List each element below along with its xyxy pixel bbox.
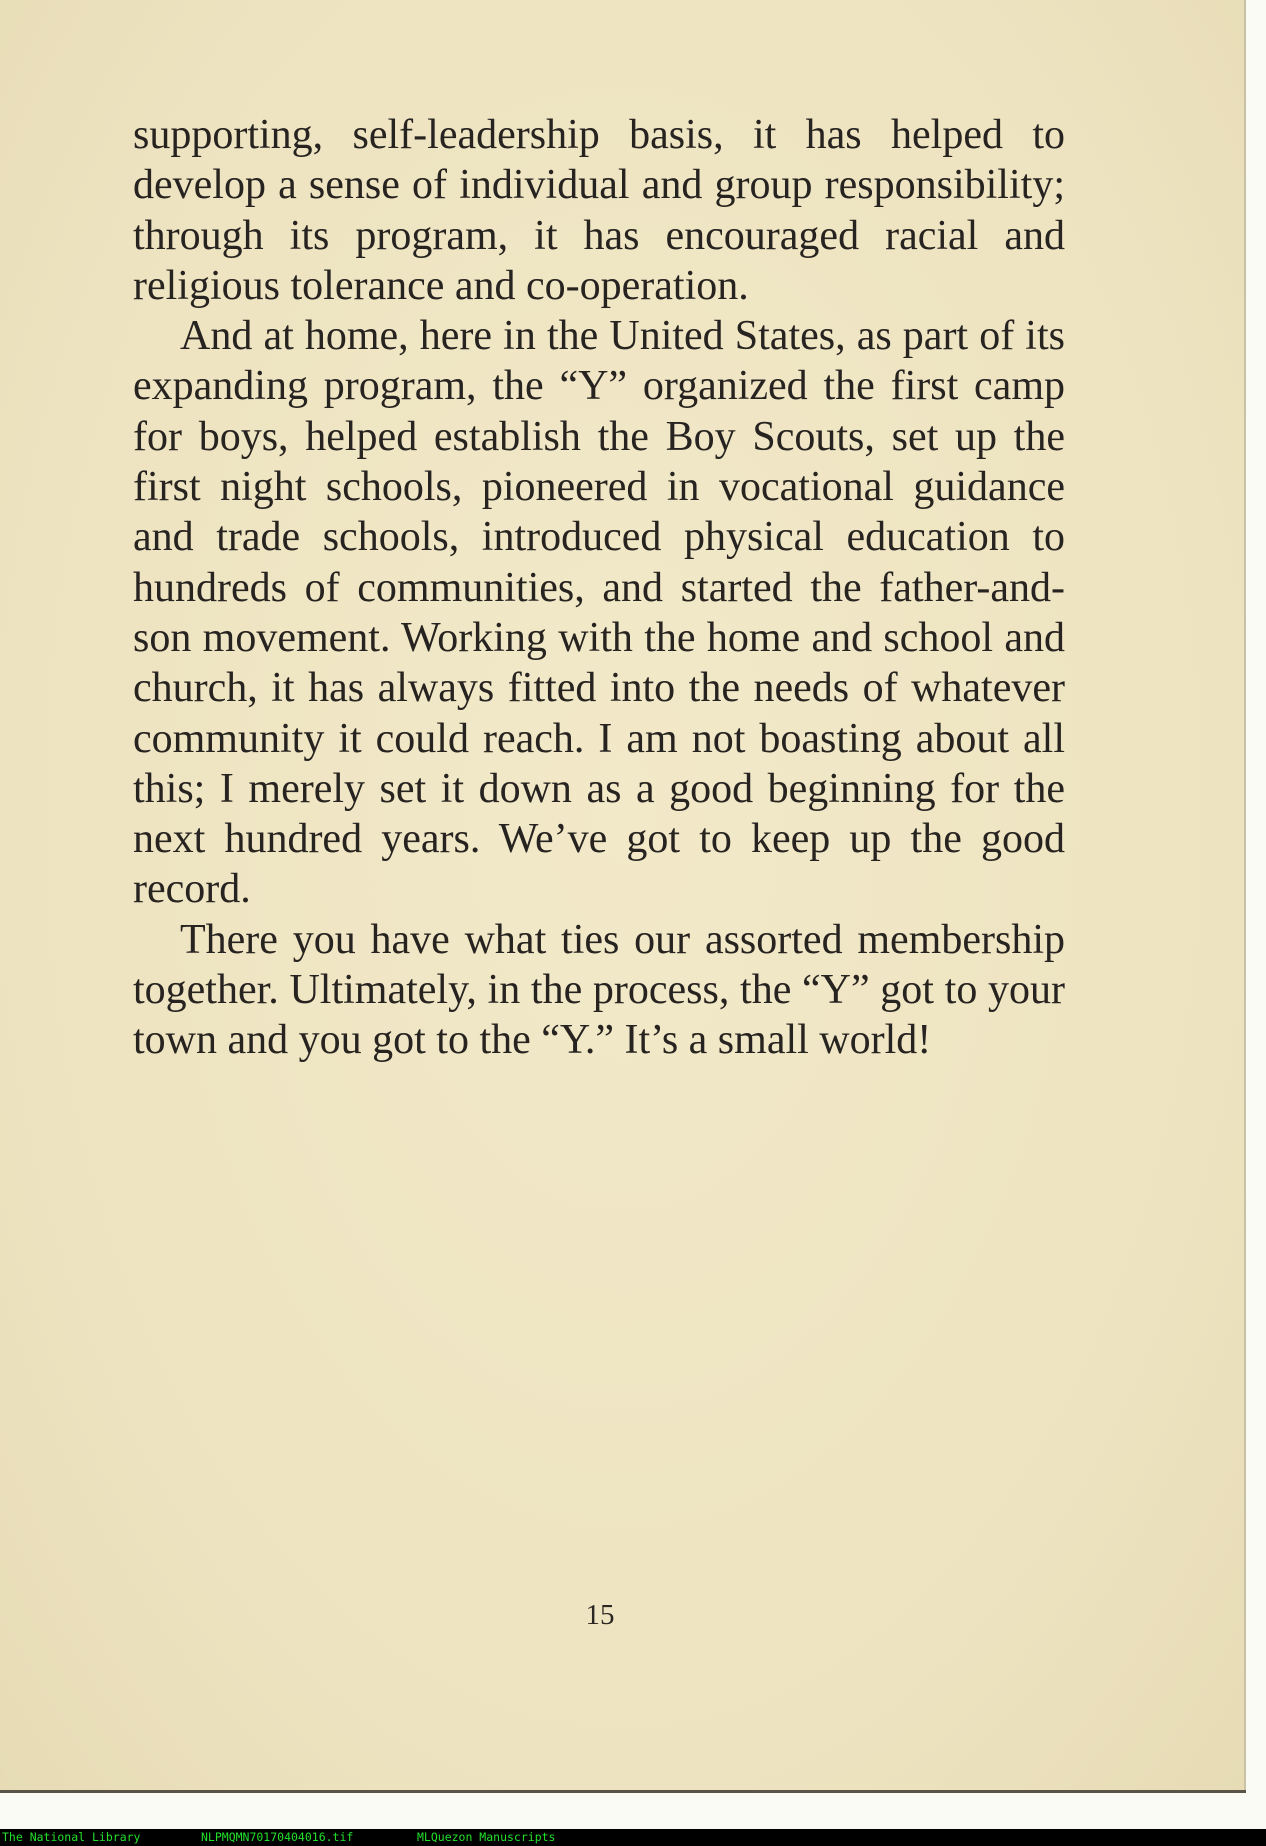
- footer-collection: MLQuezon Manuscripts: [417, 1830, 556, 1844]
- paragraph-2: And at home, here in the United States, as part of its expanding program, the “Y” organized the first camp for boys, helped establish the Boy Scouts, set up the first night schools, pioneered in vocational guidance and trade schools, introduced physical education to hundreds of communities, and started the father-and-son movement. Working with the home and school and church, it has always fitted into the needs of whatever community it could reach. I am not boasting about all this; I merely set it down as a good beginning for the next hundred years. We’ve got to keep up the good record.: [133, 313, 1065, 913]
- page-edge-line: [1244, 0, 1246, 1796]
- paragraph-1: supporting, self-leadership basis, it has helped to develop a sense of individual and group responsibility; through its program, it has encouraged racial and religious tolerance and co-operation.: [133, 112, 1065, 309]
- paragraph-3: There you have what ties our assorted membership together. Ultimately, in the process, the “Y” got to your town and you got to the “Y.” It’s a small world!: [133, 916, 1065, 1064]
- page-number: 15: [585, 1599, 615, 1631]
- footer-library: The National Library: [2, 1830, 141, 1844]
- page-edge: [1246, 0, 1266, 1796]
- scan-footer-bar: [0, 1829, 1266, 1846]
- body-text: [133, 110, 1065, 1066]
- scan-margin: [0, 1793, 1266, 1829]
- footer-filename: NLPMQMN70170404016.tif: [201, 1830, 354, 1844]
